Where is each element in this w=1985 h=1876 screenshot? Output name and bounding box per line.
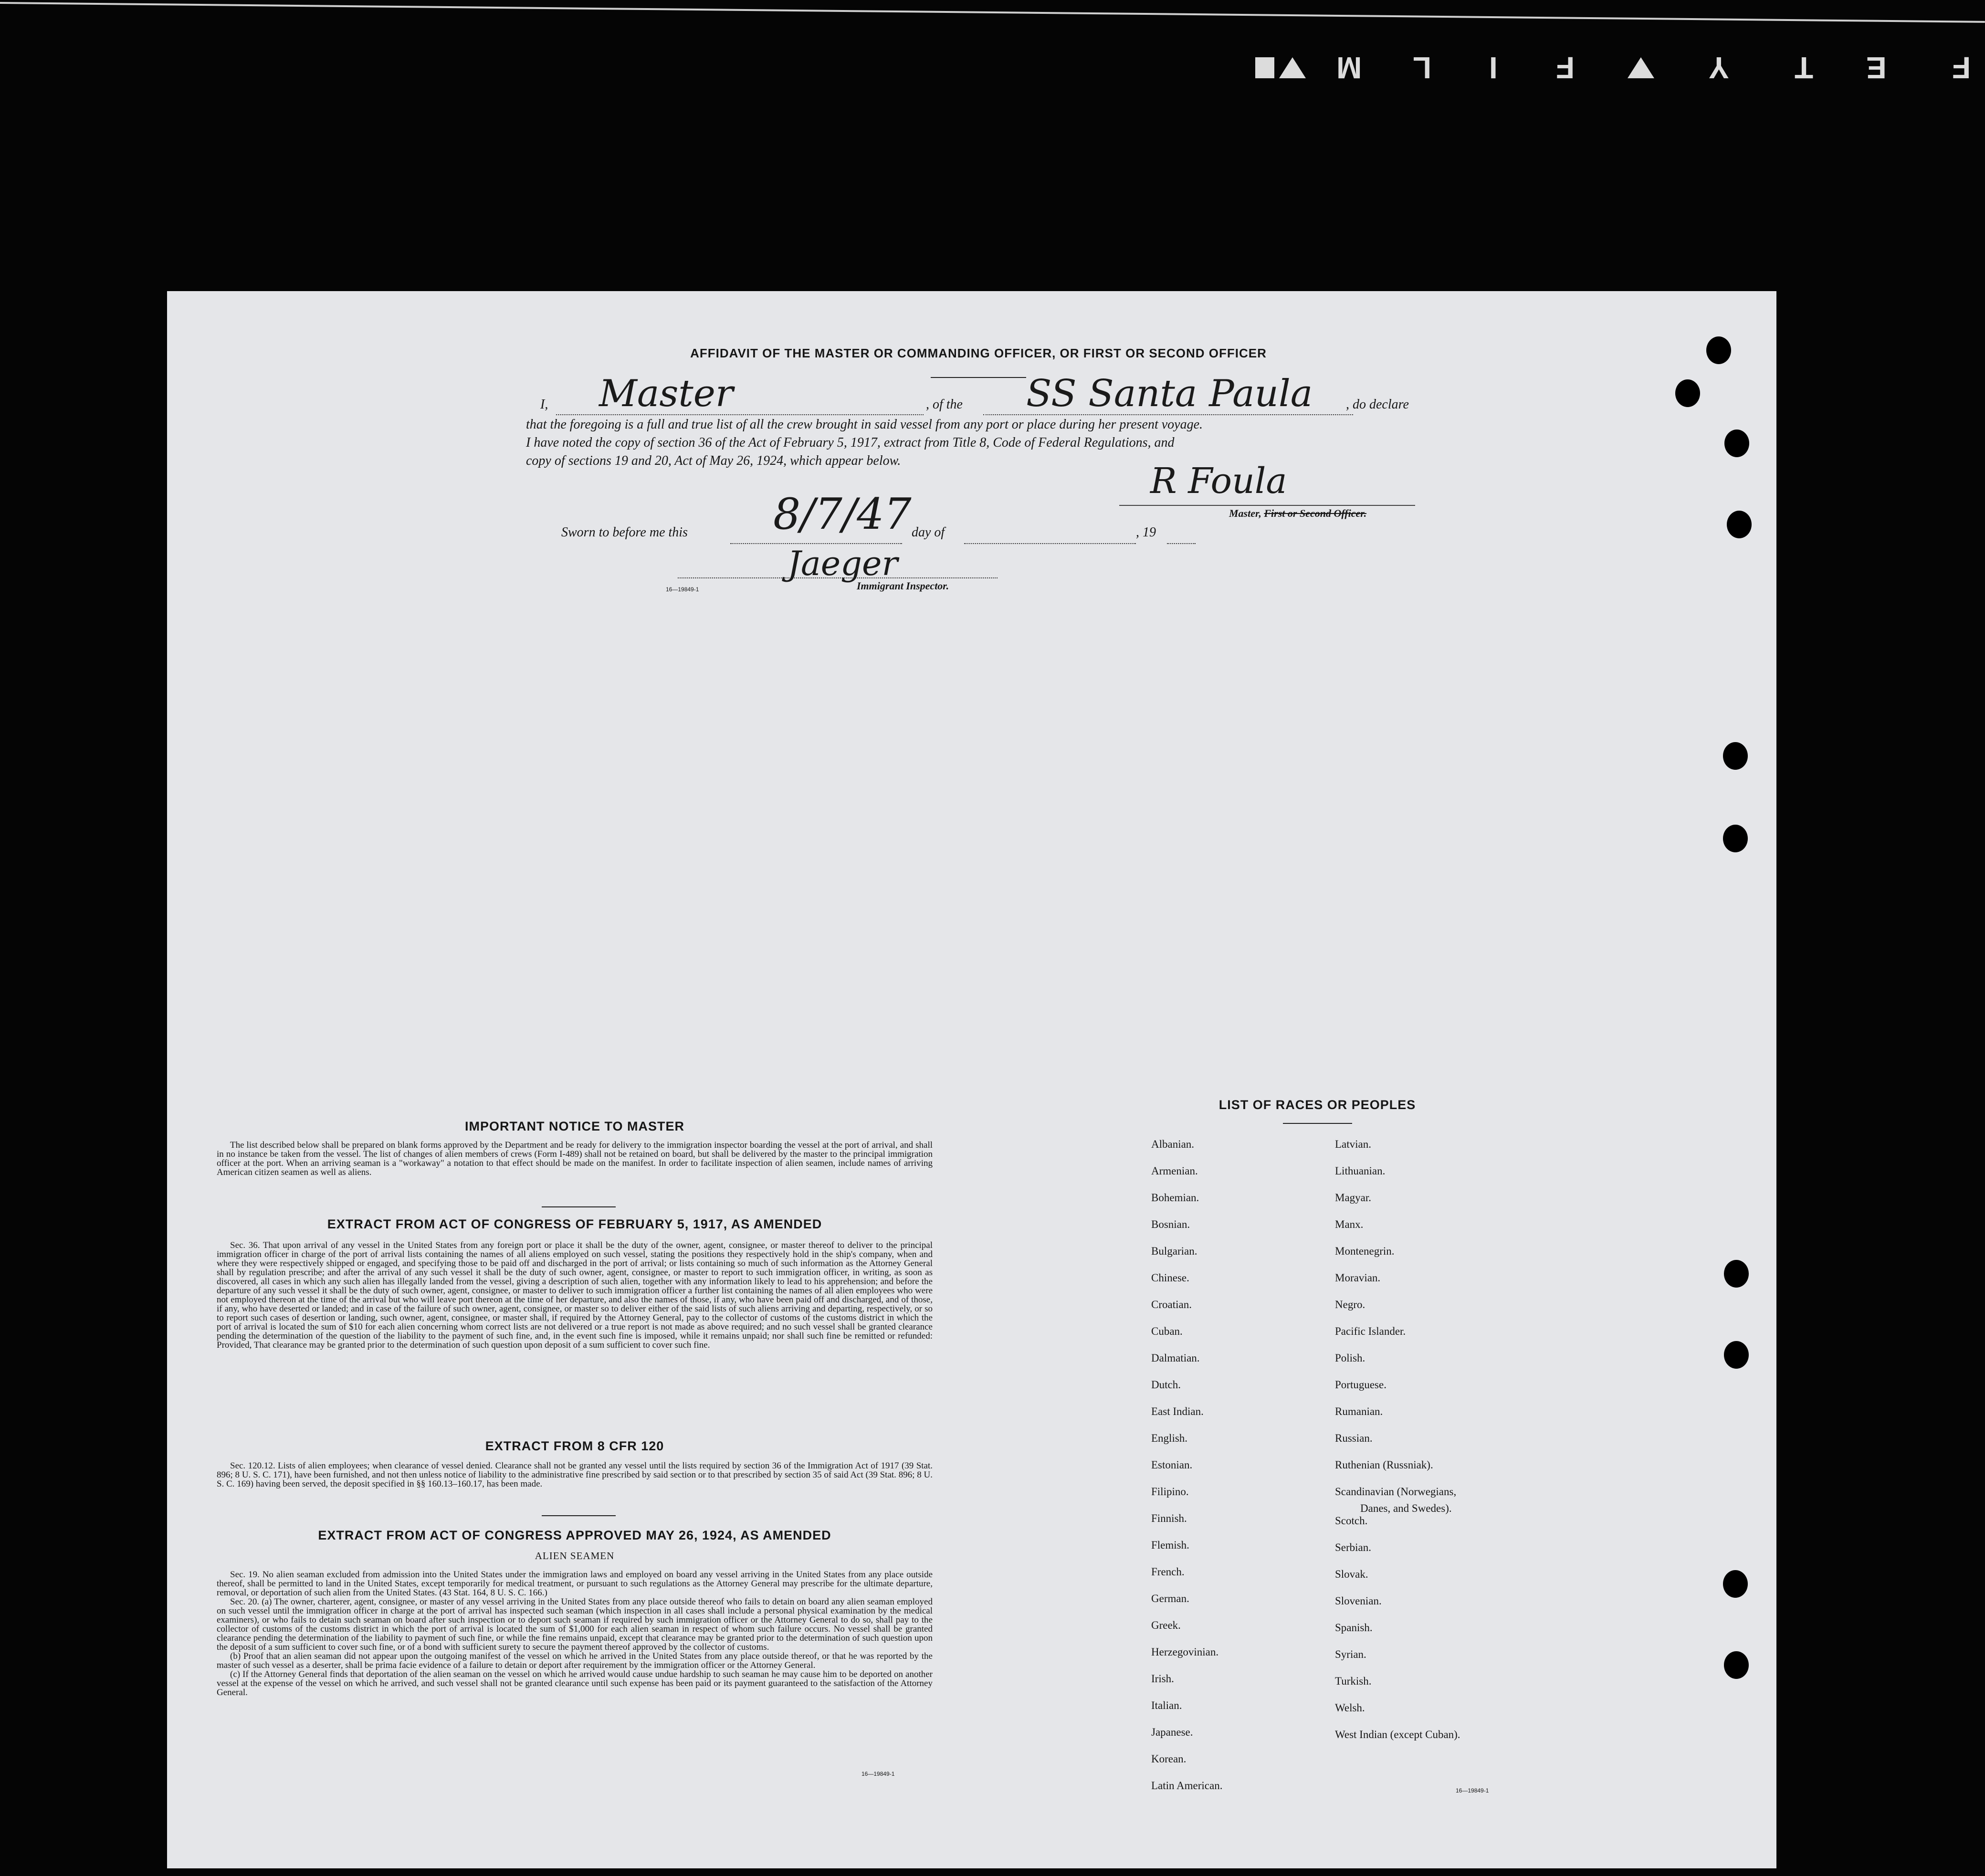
race-item: Polish. bbox=[1335, 1352, 1365, 1364]
section-20a-text: Sec. 20. (a) The owner, charterer, agent, consignee, or master of any vessel arriving in the United States from any place outside thereof who fails to detain on board any alien seaman employed on such vessel until the immigration officer in charge at the port of arrival has inspected such seaman (which inspection in all cases shall include a personal physical examination by the medical examiners), or who fails to detain such seaman on board after such inspection or to deport such seaman if required by such immigration officer or the Attorney General to do so, shall pay to the collector of customs of the customs district in which the port of arrival is located the sum of $1,000 for each alien seaman in respect of whom such failure occurs. No vessel shall be granted clearance pending the determination of the liability to payment of such fine, or while the fine remains unpaid, except that clearance may be granted prior to the determination of such question upon the deposit of a sum sufficient to cover such fine, or of a bond with sufficient surety to secure the payment thereof approved by the collector of customs. bbox=[217, 1597, 933, 1652]
punch-hole bbox=[1724, 1341, 1749, 1369]
declaration-i-label: I, bbox=[540, 397, 548, 412]
section-divider bbox=[542, 1515, 616, 1516]
inspector-caption: Immigrant Inspector. bbox=[857, 580, 949, 592]
extract-1924-title: EXTRACT FROM ACT OF CONGRESS APPROVED MAY 26, 1924, AS AMENDED bbox=[318, 1528, 831, 1542]
race-item: Dutch. bbox=[1151, 1379, 1181, 1391]
race-item: Italian. bbox=[1151, 1699, 1182, 1711]
race-item: Syrian. bbox=[1335, 1648, 1366, 1660]
extract-form-number: 16—19849-1 bbox=[861, 1771, 895, 1777]
race-item: Lithuanian. bbox=[1335, 1165, 1386, 1177]
declaration-line-2: that the foregoing is a full and true list of all the crew brought in said vessel from any port or place during her present voyage. bbox=[526, 417, 1203, 432]
notice-text: The list described below shall be prepared on blank forms approved by the Department and be ready for delivery to the immigration inspector boarding the vessel at the port of arrival, and shall in no instance be taken from the vessel. The list of changes of alien members of crews (Form I-489) shall not be retained on board, but shall be delivered by the master to the principal immigration officer at the port. When an arriving seaman is a "workaway" a notation to that effect should be made on the manifest. In order to facilitate inspection of alien seamen, include names of arriving American citizen seamen as well as aliens. bbox=[217, 1140, 933, 1177]
race-item: Danes, and Swedes). bbox=[1360, 1502, 1452, 1514]
punch-hole bbox=[1724, 1260, 1749, 1288]
race-item: Serbian. bbox=[1335, 1541, 1372, 1553]
race-item: Scandinavian (Norwegians, bbox=[1335, 1486, 1457, 1498]
year-prefix-label: , 19 bbox=[1136, 525, 1156, 540]
film-triangle-mark bbox=[1628, 57, 1654, 78]
do-declare-label: , do declare bbox=[1346, 397, 1409, 412]
races-form-number: 16—19849-1 bbox=[1456, 1787, 1489, 1794]
notice-text-block bbox=[217, 1141, 933, 1177]
race-item: Greek. bbox=[1151, 1619, 1181, 1631]
race-item: Cuban. bbox=[1151, 1325, 1183, 1337]
race-item: Bohemian. bbox=[1151, 1192, 1199, 1204]
section-20b-text: (b) Proof that an alien seaman did not appear upon the outgoing manifest of the vessel on which he arrived in the United States from any place outside thereof, or that he was reported by the master of such vessel as a deserter, shall be prima facie evidence of a failure to detain or deport after requirement by the immigration officer or the Attorney General. bbox=[217, 1651, 933, 1670]
extract-cfr-text: Sec. 120.12. Lists of alien employees; when clearance of vessel denied. Clearance shall not be granted any vessel until the lists required by section 36 of the Immigration Act of 1917 (39 Stat. 896; 8 U. S. C. 171), have been furnished, and not then unless notice of liability to the administrative fine prescribed by said section or to that prescribed by section 35 of said Act (39 Stat. 896; 8 U. S. C. 169) having been served, the deposit specified in §§ 160.13–160.17, has been made. bbox=[217, 1461, 933, 1489]
races-title-divider bbox=[1283, 1123, 1352, 1124]
section-divider bbox=[542, 1206, 616, 1207]
race-item: East Indian. bbox=[1151, 1405, 1204, 1417]
race-item: Manx. bbox=[1335, 1218, 1364, 1230]
sworn-label: Sworn to before me this bbox=[561, 525, 688, 540]
race-item: Pacific Islander. bbox=[1335, 1325, 1406, 1337]
race-item: Irish. bbox=[1151, 1673, 1174, 1685]
race-item: Scotch. bbox=[1335, 1515, 1368, 1527]
race-item: French. bbox=[1151, 1566, 1185, 1578]
extract-1924-text-block bbox=[217, 1570, 933, 1697]
punch-hole bbox=[1675, 379, 1700, 407]
year-line bbox=[1167, 543, 1196, 544]
race-item: Estonian. bbox=[1151, 1459, 1193, 1471]
punch-hole bbox=[1727, 511, 1752, 538]
of-the-label: , of the bbox=[926, 397, 963, 412]
affidavit-title: AFFIDAVIT OF THE MASTER OR COMMANDING OFFICER, OR FIRST OR SECOND OFFICER bbox=[690, 346, 1267, 360]
punch-hole bbox=[1723, 1570, 1748, 1598]
section-19-text: Sec. 19. No alien seaman excluded from admission into the United States under the immigration laws and employed on board any vessel arriving in the United States from any place outside thereof, shall be permitted to land in the United States, except temporarily for medical treatment, or pursuant to such regulations as the Attorney General may prescribe for the ultimate departure, removal, or deportation of such alien from the United States. (43 Stat. 164, 8 U. S. C. 166.) bbox=[217, 1570, 933, 1598]
race-item: Japanese. bbox=[1151, 1726, 1193, 1738]
film-letter: I bbox=[1489, 51, 1498, 85]
alien-seamen-subtitle: ALIEN SEAMEN bbox=[535, 1550, 615, 1562]
race-item: Armenian. bbox=[1151, 1165, 1198, 1177]
race-item: Magyar. bbox=[1335, 1192, 1372, 1204]
punch-hole bbox=[1723, 742, 1748, 770]
declaration-line-3: I have noted the copy of section 36 of the Act of February 5, 1917, extract from Title 8, Code of Federal Regulations, and bbox=[526, 435, 1175, 450]
races-title: LIST OF RACES OR PEOPLES bbox=[1218, 1098, 1416, 1112]
extract-cfr-text-block bbox=[217, 1461, 933, 1488]
race-item: Dalmatian. bbox=[1151, 1352, 1200, 1364]
title-divider bbox=[931, 377, 1026, 378]
race-item: Turkish. bbox=[1335, 1675, 1372, 1687]
microfilm-edge-strip bbox=[0, 0, 1985, 124]
race-item: Russian. bbox=[1335, 1432, 1373, 1444]
officer-title-handwritten: Master bbox=[599, 372, 734, 415]
vessel-name-handwritten: SS Santa Paula bbox=[1026, 372, 1313, 415]
film-letter: F bbox=[1556, 51, 1575, 85]
punch-hole bbox=[1724, 1651, 1749, 1679]
master-label: Master, bbox=[1229, 507, 1261, 519]
race-item: Rumanian. bbox=[1335, 1405, 1383, 1417]
race-item: Ruthenian (Russniak). bbox=[1335, 1459, 1433, 1471]
inspector-signature-handwritten: Jaeger bbox=[788, 544, 898, 583]
race-item: West Indian (except Cuban). bbox=[1335, 1729, 1460, 1740]
film-edge-line bbox=[0, 2, 1985, 23]
race-item: Spanish. bbox=[1335, 1622, 1373, 1634]
extract-1917-title: EXTRACT FROM ACT OF CONGRESS OF FEBRUARY 5, 1917, AS AMENDED bbox=[327, 1217, 822, 1231]
race-item: English. bbox=[1151, 1432, 1188, 1444]
race-item: Portuguese. bbox=[1335, 1379, 1386, 1391]
punch-hole bbox=[1723, 825, 1748, 852]
struck-officer-label: First or Second Officer. bbox=[1264, 507, 1367, 519]
film-letter: T bbox=[1795, 51, 1814, 85]
day-of-label: day of bbox=[912, 525, 945, 540]
film-letter: Y bbox=[1709, 51, 1729, 85]
race-item: Finnish. bbox=[1151, 1512, 1187, 1524]
film-square-mark bbox=[1255, 57, 1274, 78]
punch-hole bbox=[1706, 336, 1731, 364]
race-item: Herzegovinian. bbox=[1151, 1646, 1219, 1658]
film-letter: E bbox=[1866, 51, 1887, 85]
race-item: Bulgarian. bbox=[1151, 1245, 1197, 1257]
race-item: Bosnian. bbox=[1151, 1218, 1190, 1230]
race-item: Flemish. bbox=[1151, 1539, 1189, 1551]
race-item: Latvian. bbox=[1335, 1138, 1371, 1150]
notice-title: IMPORTANT NOTICE TO MASTER bbox=[465, 1119, 684, 1133]
signature-line bbox=[1119, 505, 1415, 506]
extract-1917-text: Sec. 36. That upon arrival of any vessel in the United States from any foreign port or place it shall be the duty of the owner, agent, consignee, or master thereof to deliver to the principal immigration officer in charge of the port of arrival lists containing the names of all aliens employed on such vessel, stating the positions they respectively hold in the ship's company, when and where they were respectively shipped or engaged, and specifying those to be paid off and discharged in the port of arrival; or lists containing so much of such information as the Attorney General shall by regulation prescribe; and after the arrival of any such vessel it shall be the duty of such owner, agent, consignee, or master to report to such immigration officer, in writing, as soon as discovered, all cases in which any such alien has illegally landed from the vessel, giving a description of such alien, together with any information likely to lead to his apprehension; and before the departure of any such vessel it shall be the duty of such owner, agent, consignee, or master to deliver to such immigration officer a further list containing the names of all alien employees who were not employed thereon at the time of the arrival but who will leave port thereon at the time of her departure, and also the names of those, if any, who have been paid off and discharged, and of those, if any, who have deserted or landed; and in case of the failure of such owner, agent, consignee, or master so to deliver either of the said lists of such aliens arriving and departing, respectively, or so to report such cases of desertion or landing, such owner, agent, consignee, or master shall, if required by the Attorney General, pay to the collector of customs of the customs district in which the port of arrival is located the sum of $10 for each alien concerning whom correct lists are not delivered or a true report is not made as above required; and no such vessel shall be granted clearance pending the determination of the question of the liability to the payment of such fine, and, in the event such fine is imposed, while it remains unpaid; nor shall such fine be remitted or refunded: Provided, That clearance may be granted prior to the determination of such question upon deposit of a sum sufficient to cover such fine. bbox=[217, 1240, 933, 1350]
master-signature-handwritten: R Foula bbox=[1150, 461, 1287, 502]
race-item: Chinese. bbox=[1151, 1272, 1189, 1284]
race-item: Albanian. bbox=[1151, 1138, 1195, 1150]
film-triangle-mark bbox=[1279, 57, 1306, 78]
race-item: Welsh. bbox=[1335, 1702, 1365, 1714]
extract-1917-text-block bbox=[217, 1241, 933, 1350]
film-letter: L bbox=[1413, 51, 1432, 85]
film-letter: F bbox=[1952, 51, 1971, 85]
sworn-date-handwritten: 8/7/47 bbox=[773, 489, 912, 539]
extract-cfr-title: EXTRACT FROM 8 CFR 120 bbox=[485, 1439, 664, 1453]
section-20c-text: (c) If the Attorney General finds that deportation of the alien seaman on the vessel on which he arrived would cause undue hardship to such seaman he may cause him to be deported on another vessel at the expense of the vessel on which he arrived, and such vessel shall not be granted clearance until such expense has been paid or its payment guaranteed to the satisfaction of the Attorney General. bbox=[217, 1669, 933, 1698]
race-item: Negro. bbox=[1335, 1299, 1365, 1310]
month-line bbox=[964, 543, 1136, 544]
race-item: Croatian. bbox=[1151, 1299, 1192, 1310]
document-page bbox=[167, 291, 1776, 1868]
race-item: Filipino. bbox=[1151, 1486, 1189, 1498]
affidavit-form-number: 16—19849-1 bbox=[666, 586, 699, 593]
race-item: Korean. bbox=[1151, 1753, 1187, 1765]
race-item: Slovenian. bbox=[1335, 1595, 1382, 1607]
race-item: Montenegrin. bbox=[1335, 1245, 1395, 1257]
film-letter: M bbox=[1336, 51, 1362, 85]
master-caption bbox=[1229, 507, 1366, 520]
punch-hole bbox=[1724, 430, 1749, 457]
race-item: Slovak. bbox=[1335, 1568, 1368, 1580]
declaration-line-4: copy of sections 19 and 20, Act of May 26, 1924, which appear below. bbox=[526, 453, 901, 468]
race-item: Latin American. bbox=[1151, 1780, 1223, 1792]
race-item: Moravian. bbox=[1335, 1272, 1381, 1284]
race-item: German. bbox=[1151, 1593, 1189, 1604]
